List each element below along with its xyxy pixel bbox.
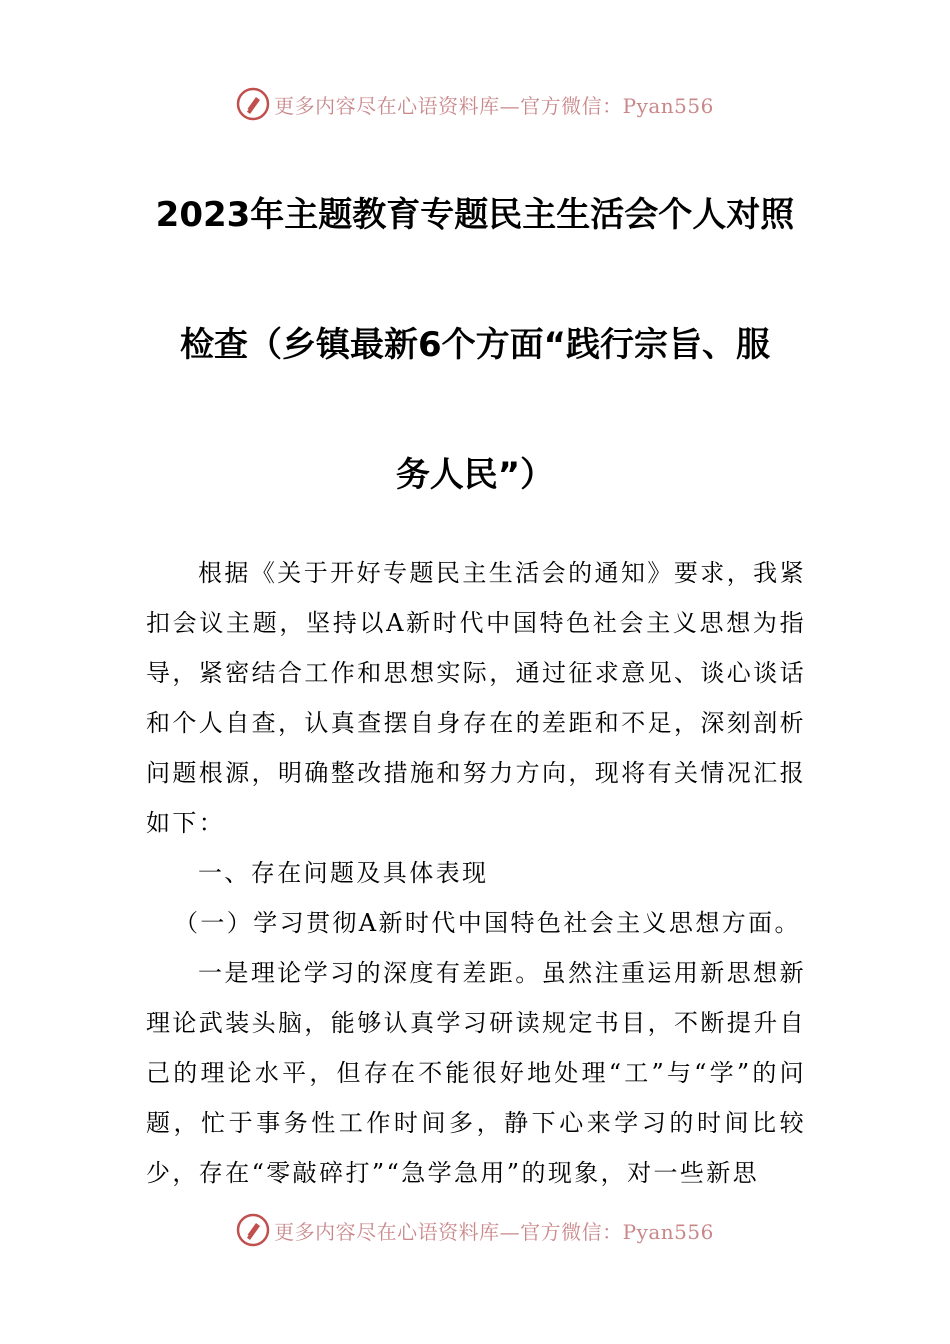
title-line-3: 务人民”） <box>395 455 555 495</box>
intro-paragraph: 根据《关于开好专题民主生活会的通知》要求，我紧扣会议主题，坚持以A新时代中国特色社会主义思想为指导，紧密结合工作和思想实际，通过征求意见、谈心谈话和个人自查，认真查摆自身存在的差距和不足，深刻剖析问题根源，明确整改措施和努力方向，现将有关情况汇报如下： <box>146 559 806 837</box>
watermark-text: 更多内容尽在心语资料库—官方微信：Pyan556 <box>274 93 714 118</box>
watermark-header <box>0 84 950 124</box>
document-body <box>146 548 806 1198</box>
section-heading: 一、存在问题及具体表现 <box>198 859 489 887</box>
pen-nib-logo-icon <box>236 1213 270 1247</box>
point-paragraph: 一是理论学习的深度有差距。虽然注重运用新思想新理论武装头脑，能够认真学习研读规定书目，不断提升自己的理论水平，但存在不能很好地处理“工”与“学”的问题，忙于事务性工作时间多，静下心来学习的时间比较少，存在“零敲碎打”“急学急用”的现象，对一些新思 <box>146 959 806 1187</box>
subsection-heading: （一）学习贯彻A新时代中国特色社会主义思想方面。 <box>174 909 801 937</box>
title-line-1: 2023年主题教育专题民主生活会个人对照 <box>155 195 795 235</box>
pen-nib-logo-icon <box>236 87 270 121</box>
document-title <box>0 150 950 540</box>
watermark-footer <box>0 1210 950 1250</box>
watermark-text: 更多内容尽在心语资料库—官方微信：Pyan556 <box>274 1219 714 1244</box>
title-line-2: 检查（乡镇最新6个方面“践行宗旨、服 <box>179 325 770 365</box>
